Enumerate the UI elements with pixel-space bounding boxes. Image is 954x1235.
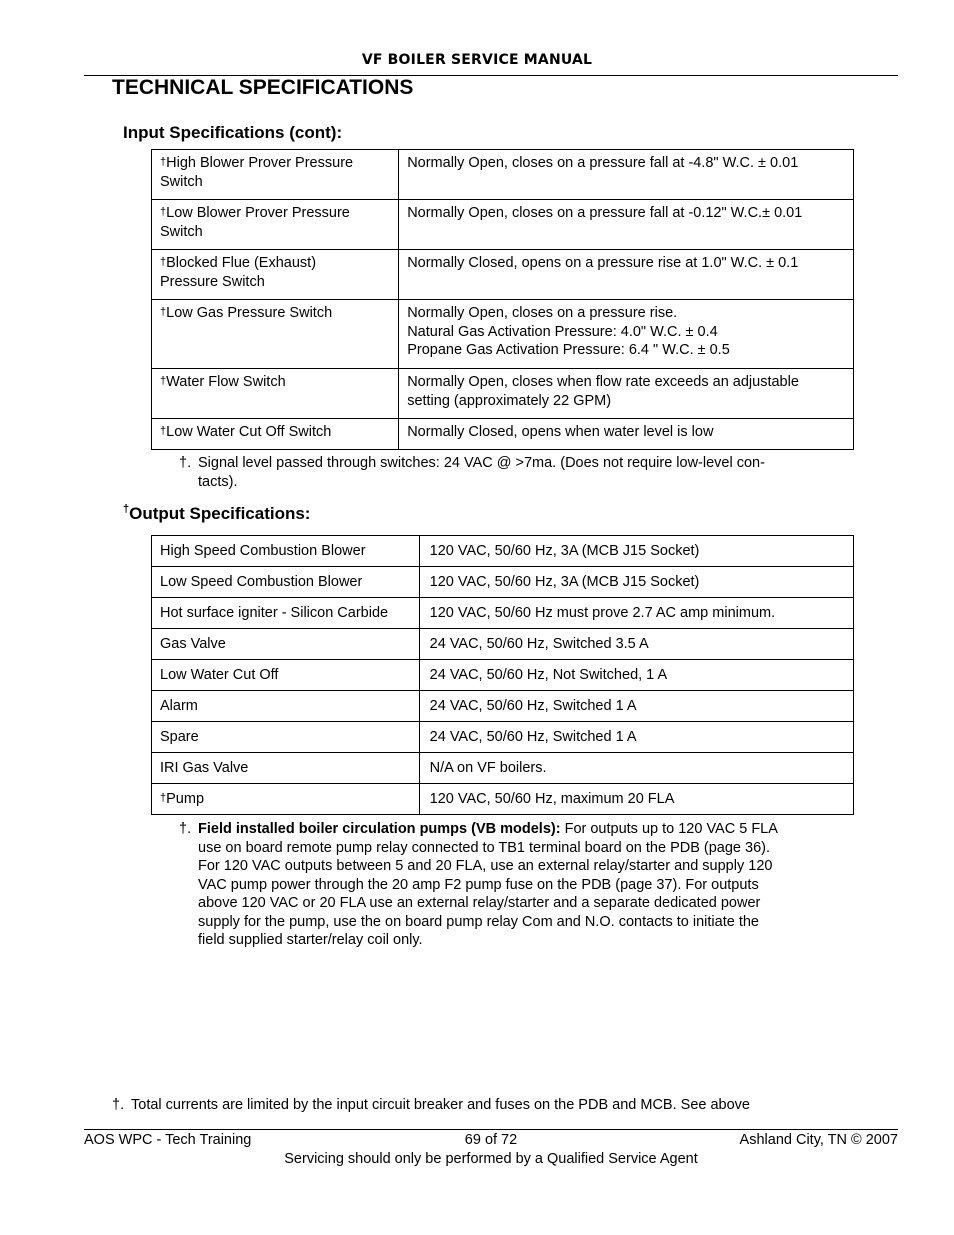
output-name-cell <box>152 784 420 815</box>
footnote-line: VAC pump power through the 20 amp F2 pump fuse on the PDB (page 37). For outputs <box>198 876 759 893</box>
footer-notice: Servicing should only be performed by a Qualified Service Agent <box>284 1151 698 1167</box>
spec-name-cell <box>152 419 399 450</box>
table-row <box>152 660 854 691</box>
output-value-cell: 120 VAC, 50/60 Hz, 3A (MCB J15 Socket) <box>419 536 853 567</box>
output-spec-heading <box>123 504 310 524</box>
output-spec-table <box>151 535 854 815</box>
output-value-cell: 120 VAC, 50/60 Hz must prove 2.7 AC amp minimum. <box>419 598 853 629</box>
spec-name-cell <box>152 150 399 200</box>
dagger-mark: † <box>160 306 167 318</box>
table-row <box>152 150 854 200</box>
output-name-cell <box>152 536 420 567</box>
table-row <box>152 419 854 450</box>
spec-value-line: Normally Open, closes on a pressure fall at -0.12" W.C.± 0.01 <box>407 205 803 221</box>
output-name-cell <box>152 722 420 753</box>
output-name: Spare <box>160 728 199 745</box>
spec-value-cell <box>399 300 854 369</box>
footnote-first-line <box>198 820 778 839</box>
spec-name-cell <box>152 369 399 419</box>
table-row <box>152 691 854 722</box>
footer-rule <box>84 1129 898 1130</box>
output-name-cell <box>152 660 420 691</box>
output-name-cell <box>152 598 420 629</box>
spec-value-cell <box>399 419 854 450</box>
dagger-mark: † <box>123 503 130 515</box>
footnote-line: field supplied starter/relay coil only. <box>198 932 423 948</box>
output-name-cell <box>152 567 420 598</box>
output-name-cell <box>152 753 420 784</box>
table-row <box>152 567 854 598</box>
spec-name-line: Water Flow Switch <box>166 374 286 390</box>
spec-value-line: Normally Open, closes when flow rate exceeds an adjustable <box>407 374 799 390</box>
spec-name-line: Low Water Cut Off Switch <box>166 424 332 440</box>
output-name: Gas Valve <box>160 635 226 652</box>
output-value-cell: N/A on VF boilers. <box>419 753 853 784</box>
spec-value-line: Normally Open, closes on a pressure fall at -4.8" W.C. ± 0.01 <box>407 155 799 171</box>
spec-name-line: Switch <box>160 223 203 240</box>
input-spec-heading: Input Specifications (cont): <box>123 123 343 142</box>
spec-name-line: Blocked Flue (Exhaust) <box>166 255 317 271</box>
manual-header: VF BOILER SERVICE MANUAL <box>361 52 593 68</box>
output-name: Hot surface igniter - Silicon Carbide <box>160 604 389 621</box>
spec-value-cell <box>399 369 854 419</box>
output-name: Low Speed Combustion Blower <box>160 573 363 590</box>
output-value-cell: 24 VAC, 50/60 Hz, Switched 1 A <box>419 722 853 753</box>
output-value-cell: 24 VAC, 50/60 Hz, Switched 1 A <box>419 691 853 722</box>
footer-left: AOS WPC - Tech Training <box>84 1132 252 1148</box>
table-row <box>152 300 854 369</box>
table-row <box>152 722 854 753</box>
spec-name-line: Low Blower Prover Pressure <box>166 205 350 221</box>
spec-value-line: Normally Closed, opens on a pressure rise at 1.0" W.C. ± 0.1 <box>407 255 799 271</box>
spec-value-line: Normally Open, closes on a pressure rise. <box>407 305 678 321</box>
dagger-mark: † <box>160 206 167 218</box>
output-name: Alarm <box>160 697 198 714</box>
output-name-cell <box>152 629 420 660</box>
footnote-marker: †. <box>179 821 192 837</box>
footnote-marker: †. <box>179 455 192 471</box>
output-value-cell: 120 VAC, 50/60 Hz, maximum 20 FLA <box>419 784 853 815</box>
footnote-first-rest: For outputs up to 120 VAC 5 FLA <box>560 821 778 837</box>
footnote-line: use on board remote pump relay connected to TB1 terminal board on the PDB (page 36). <box>198 839 771 856</box>
output-name: Low Water Cut Off <box>160 666 279 683</box>
spec-value-cell <box>399 250 854 300</box>
footnote-marker: †. <box>112 1097 125 1113</box>
dagger-mark: † <box>160 375 167 387</box>
output-value-cell: 24 VAC, 50/60 Hz, Not Switched, 1 A <box>419 660 853 691</box>
spec-name-line: Pressure Switch <box>160 273 265 290</box>
spec-value-cell <box>399 200 854 250</box>
footnote-bold-lead: Field installed boiler circulation pumps (VB models): <box>198 821 561 837</box>
spec-name-cell <box>152 250 399 300</box>
spec-value-line: setting (approximately 22 GPM) <box>407 392 612 409</box>
input-footnote <box>179 454 839 494</box>
output-value-cell: 120 VAC, 50/60 Hz, 3A (MCB J15 Socket) <box>419 567 853 598</box>
table-row <box>152 536 854 567</box>
table-row <box>152 200 854 250</box>
footnote-line: above 120 VAC or 20 FLA use an external relay/starter and a separate dedicated power <box>198 895 761 911</box>
page-title: TECHNICAL SPECIFICATIONS <box>112 76 414 99</box>
input-spec-table <box>151 149 854 450</box>
table-row <box>152 784 854 815</box>
spec-name-line: Low Gas Pressure Switch <box>166 305 333 321</box>
table-row <box>152 598 854 629</box>
output-value-cell: 24 VAC, 50/60 Hz, Switched 3.5 A <box>419 629 853 660</box>
output-footnote <box>179 820 839 955</box>
dagger-mark: † <box>160 425 167 437</box>
output-name: IRI Gas Valve <box>160 759 249 776</box>
spec-value-line: Natural Gas Activation Pressure: 4.0" W.C. ± 0.4 <box>407 323 718 340</box>
footnote-line: tacts). <box>198 473 238 490</box>
dagger-mark: † <box>160 791 167 804</box>
spec-value-line: Propane Gas Activation Pressure: 6.4 " W.C. ± 0.5 <box>407 342 730 358</box>
output-name: High Speed Combustion Blower <box>160 542 366 559</box>
dagger-mark: † <box>160 156 167 168</box>
table-row <box>152 250 854 300</box>
output-heading-text: Output Specifications: <box>129 504 311 523</box>
table-row <box>152 629 854 660</box>
spec-name-line: High Blower Prover Pressure <box>166 155 354 171</box>
footnote-line: Signal level passed through switches: 24 VAC @ >7ma. (Does not require low-level con- <box>198 455 765 471</box>
table-row <box>152 753 854 784</box>
spec-value-line: Normally Closed, opens when water level is low <box>407 424 714 440</box>
footer-right: Ashland City, TN © 2007 <box>739 1132 898 1148</box>
spec-name-line: Switch <box>160 173 203 190</box>
table-row <box>152 369 854 419</box>
dagger-mark: † <box>160 256 167 268</box>
page-footnote-text: Total currents are limited by the input circuit breaker and fuses on the PDB and MCB. See above <box>131 1097 750 1113</box>
spec-name-cell <box>152 200 399 250</box>
footnote-line: supply for the pump, use the on board pump relay Com and N.O. contacts to initiate the <box>198 913 759 930</box>
output-name-cell <box>152 691 420 722</box>
footer-page-number: 69 of 72 <box>464 1132 518 1148</box>
output-name: Pump <box>166 790 205 807</box>
spec-value-cell <box>399 150 854 200</box>
spec-name-cell <box>152 300 399 369</box>
footnote-line: For 120 VAC outputs between 5 and 20 FLA, use an external relay/starter and supply 120 <box>198 858 773 874</box>
